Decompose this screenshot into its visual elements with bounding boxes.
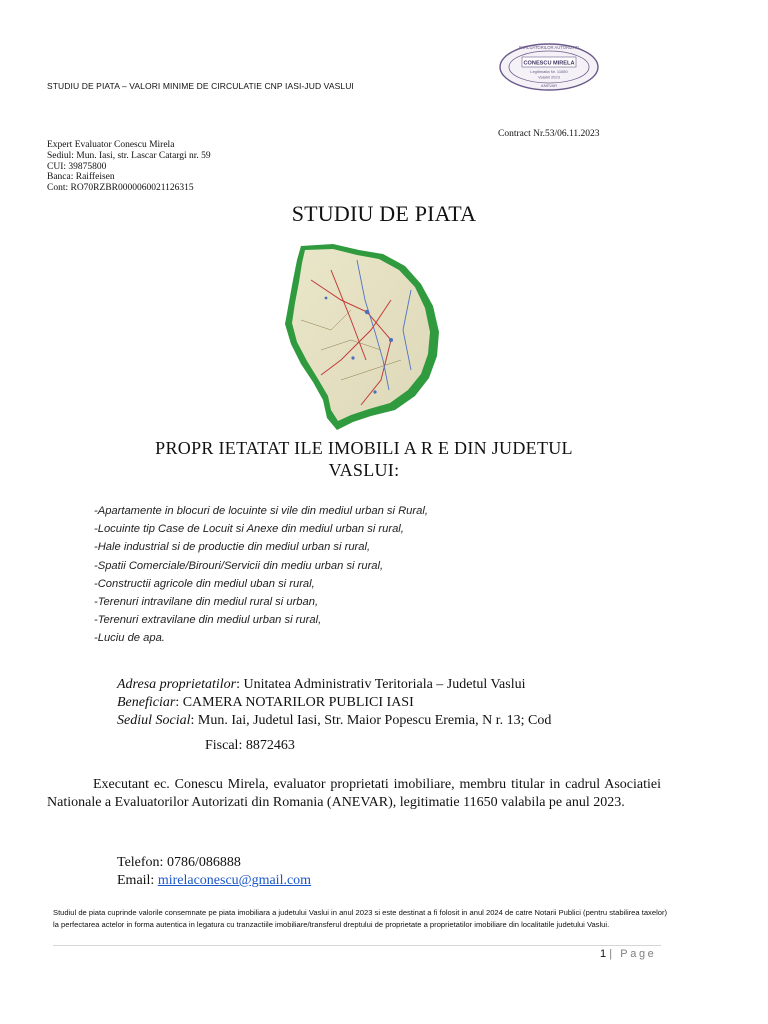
document-title: STUDIU DE PIATA [291, 201, 477, 226]
phone-number: Telefon: 0786/086888 [117, 855, 241, 870]
expert-address: Sediul: Mun. Iasi, str. Lascar Catargi nr. 59 [47, 150, 211, 161]
properties-heading-line-1: PROPR IETATAT ILE IMOBILI A R E DIN JUDETUL [155, 438, 573, 458]
contact-info [117, 854, 311, 890]
list-item: -Constructii agricole din mediul uban si rural, [94, 577, 315, 590]
vaslui-county-map [271, 240, 445, 434]
list-item: -Luciu de apa. [94, 632, 165, 645]
email-line [117, 872, 311, 890]
property-address-value: : Unitatea Administrativ Teritoriala – Judetul Vaslui [236, 677, 526, 692]
list-item: -Locuinte tip Case de Locuit si Anexe din mediul urban si rural, [94, 523, 404, 536]
registered-office [117, 712, 551, 730]
email-link[interactable]: mirelaconescu@gmail.com [157, 873, 312, 888]
beneficiary-label: Beneficiar [117, 695, 176, 710]
expert-account: Cont: RO70RZBR0000060021126315 [47, 183, 194, 194]
county-map-image [271, 240, 445, 434]
properties-heading-line-2: VASLUI: [328, 460, 400, 480]
registered-office-label: Sediul Social [117, 713, 191, 728]
stamp-line-2: Legitimatia Nr. 11650 [530, 69, 568, 74]
contract-number: Contract Nr.53/06.11.2023 [498, 129, 600, 139]
fiscal-code: Fiscal: 8872463 [205, 738, 295, 753]
properties-heading [0, 437, 728, 481]
registered-office-value: : Mun. Iai, Judetul Iasi, Str. Maior Popescu Eremia, N r. 13; Cod [190, 713, 552, 728]
beneficiary-value: : CAMERA NOTARILOR PUBLICI IASI [175, 695, 414, 710]
property-address-label: Adresa proprietatilor [117, 677, 237, 692]
owner-details [117, 676, 551, 730]
stamp-line-1: EVALUATORILOR AUTORIZATI [519, 45, 579, 50]
stamp-line-3: Valabil 2023 [538, 74, 560, 80]
header-title: STUDIU DE PIATA – VALORI MINIME DE CIRCULATIE CNP IASI-JUD VASLUI [47, 81, 354, 91]
stamp-name: CONESCU MIRELA [523, 60, 575, 67]
list-item: -Terenuri extravilane din mediul urban si rural, [94, 614, 322, 627]
page-indicator [600, 948, 656, 960]
list-item: -Apartamente in blocuri de locuinte si vile din mediul urban si Rural, [94, 505, 428, 517]
expert-cui: CUI: 39875800 [47, 161, 107, 172]
property-address [117, 676, 551, 694]
email-label: Email: [117, 873, 158, 888]
footer-note: Studiul de piata cuprinde valorile consemnate pe piata imobiliara a judetului Vaslui in anul 2023 si este destinat a fi folosit in anul 2024 de catre Notarii Publici (pentru stabilirea taxelor) la perfectarea actelor in forma autentica in legatura cu tranzactiile imobiliare/transferul dreptului de proprietate a proprietatilor imobiliare din localitatile judetului Vaslui. [53, 908, 668, 929]
expert-details [47, 140, 211, 194]
notary-stamp [498, 42, 600, 92]
page-label: | Page [609, 948, 657, 960]
stamp-line-4: ANEVAR [540, 83, 558, 88]
list-item: -Terenuri intravilane din mediul rural si urban, [94, 596, 319, 609]
expert-bank: Banca: Raiffeisen [47, 172, 115, 183]
beneficiary [117, 694, 551, 712]
stamp-seal-icon [498, 42, 600, 92]
list-item: -Spatii Comerciale/Birouri/Servicii din mediu urban si rural, [94, 559, 384, 572]
page-number: 1 [600, 948, 607, 960]
property-types-list [94, 502, 428, 648]
executant-text: Executant ec. Conescu Mirela, evaluator proprietati imobiliare, membru titular in cadrul Asociatiei Nationale a Evaluatorilor Autorizati din Romania (ANEVAR), legitimatie 11650 valabila pe anul 2023. [47, 777, 661, 810]
footer-divider [53, 945, 661, 946]
list-item: -Hale industrial si de productie din mediul urban si rural, [94, 541, 371, 554]
expert-name: Expert Evaluator Conescu Mirela [47, 140, 175, 150]
executant-paragraph [47, 776, 661, 812]
